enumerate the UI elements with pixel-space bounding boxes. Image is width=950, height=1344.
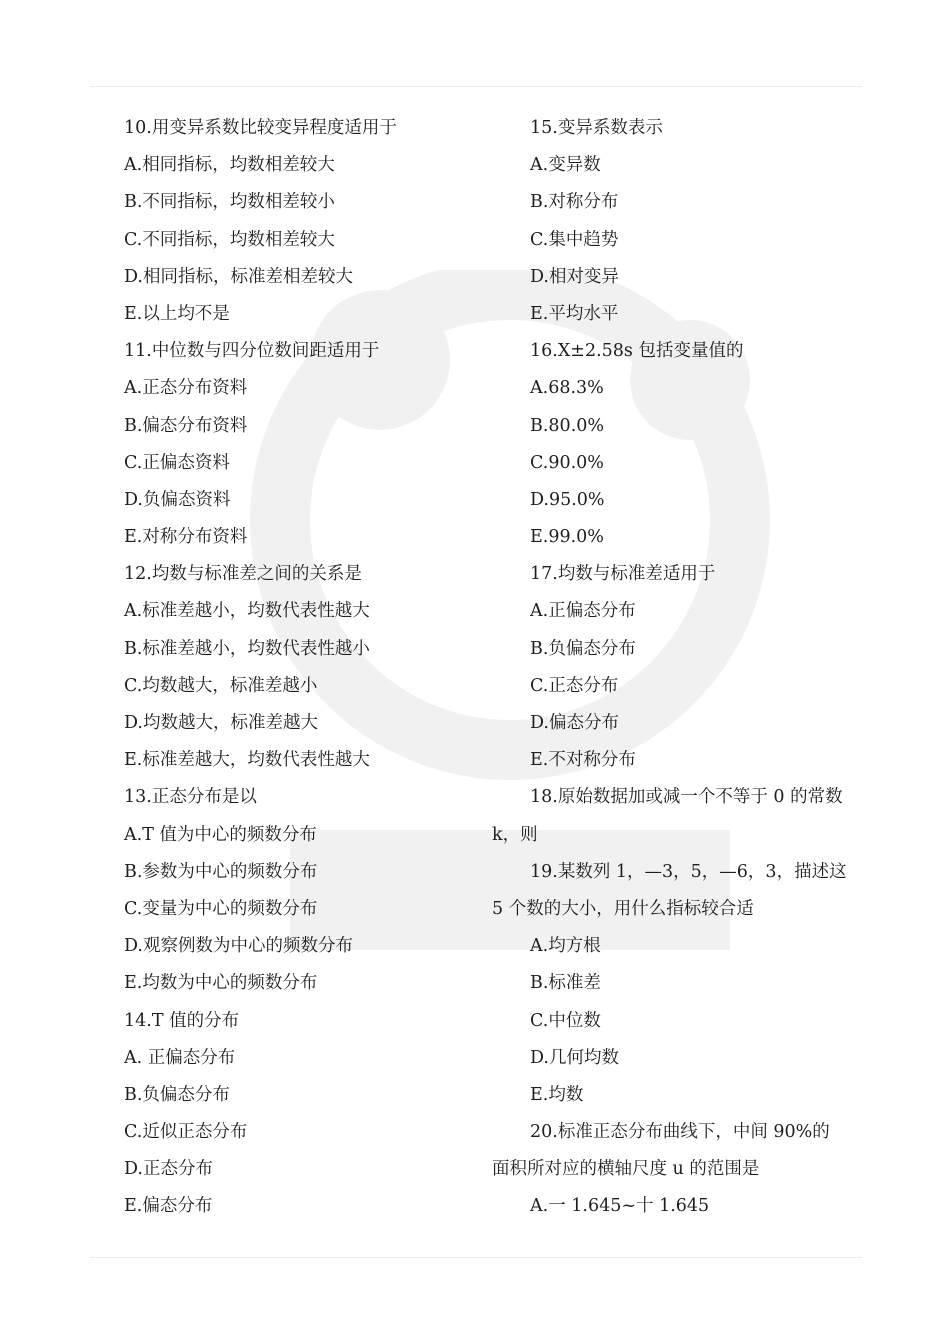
- left-column: [124, 110, 494, 1226]
- question-10-option-a: A.相同指标，均数相差较大: [124, 155, 335, 176]
- question-19-option-a: A.均方根: [530, 936, 601, 957]
- question-14-option-c: C.近似正态分布: [124, 1122, 248, 1143]
- right-column: [492, 110, 864, 1226]
- question-15-option-d: D.相对变异: [530, 266, 619, 287]
- question-11-option-e: E.对称分布资料: [124, 527, 248, 548]
- question-14-option-b: B.负偏态分布: [124, 1084, 230, 1105]
- question-12-option-c: C.均数越大，标准差越小: [124, 675, 318, 696]
- question-20-option-a: A.一 1.645~十 1.645: [530, 1196, 710, 1217]
- question-15-stem: 15.变异系数表示: [530, 118, 663, 138]
- question-20-stem-line-1: 20.标准正态分布曲线下，中间 90%的: [530, 1122, 830, 1143]
- question-19-option-e: E.均数: [530, 1084, 584, 1105]
- question-19-option-b: B.标准差: [530, 973, 601, 994]
- question-11-stem: 11.中位数与四分位数间距适用于: [124, 341, 380, 362]
- question-10-stem: 10.用变异系数比较变异程度适用于: [124, 118, 397, 138]
- question-10-option-b: B.不同指标，均数相差较小: [124, 192, 335, 213]
- question-11-option-d: D.负偏态资料: [124, 489, 231, 510]
- question-13-option-a: A.T 值为中心的频数分布: [124, 824, 317, 845]
- question-20-stem-line-2: 面积所对应的横轴尺度 u 的范围是: [492, 1159, 760, 1180]
- question-13-option-b: B.参数为中心的频数分布: [124, 861, 318, 882]
- question-15-option-e: E.平均水平: [530, 303, 619, 324]
- top-rule: [90, 86, 862, 87]
- question-16-option-a: A.68.3%: [530, 378, 604, 399]
- question-14-option-e: E.偏态分布: [124, 1196, 213, 1217]
- question-18-stem-line-1: 18.原始数据加或减一个不等于 0 的常数: [530, 787, 843, 808]
- question-14-option-a: A. 正偏态分布: [124, 1047, 236, 1068]
- question-11-option-c: C.正偏态资料: [124, 452, 230, 473]
- question-19-option-c: C.中位数: [530, 1010, 601, 1031]
- question-16-option-e: E.99.0%: [530, 527, 604, 548]
- question-16-option-d: D.95.0%: [530, 489, 605, 510]
- question-13-option-d: D.观察例数为中心的频数分布: [124, 936, 353, 957]
- question-17-option-d: D.偏态分布: [530, 713, 619, 733]
- question-15-option-c: C.集中趋势: [530, 229, 619, 250]
- question-12-option-b: B.标准差越小，均数代表性越小: [124, 638, 370, 659]
- question-10-option-d: D.相同指标，标准差相差较大: [124, 266, 353, 287]
- question-15-option-b: B.对称分布: [530, 192, 619, 213]
- question-12-stem: 12.均数与标准差之间的关系是: [124, 564, 362, 585]
- question-18-stem-line-2: k，则: [492, 824, 538, 845]
- question-12-option-a: A.标准差越小，均数代表性越大: [124, 601, 370, 622]
- question-10-option-c: C.不同指标，均数相差较大: [124, 229, 335, 250]
- bottom-rule: [90, 1257, 862, 1258]
- question-17-option-e: E.不对称分布: [530, 750, 636, 771]
- question-17-option-c: C.正态分布: [530, 675, 619, 696]
- question-12-option-d: D.均数越大，标准差越大: [124, 713, 318, 733]
- question-13-stem: 13.正态分布是以: [124, 787, 257, 808]
- question-12-option-e: E.标准差越大，均数代表性越大: [124, 750, 370, 771]
- question-11-option-a: A.正态分布资料: [124, 378, 248, 399]
- question-11-option-b: B.偏态分布资料: [124, 415, 248, 436]
- question-15-option-a: A.变异数: [530, 155, 601, 176]
- question-13-option-e: E.均数为中心的频数分布: [124, 973, 318, 994]
- question-17-option-b: B.负偏态分布: [530, 638, 636, 659]
- question-19-stem-line-1: 19.某数列 1，—3，5，—6，3，描述这: [530, 861, 847, 882]
- question-19-stem-line-2: 5 个数的大小，用什么指标较合适: [492, 898, 754, 919]
- question-14-stem: 14.T 值的分布: [124, 1010, 240, 1031]
- question-16-stem: 16.X±2.58s 包括变量值的: [530, 341, 744, 362]
- question-17-option-a: A.正偏态分布: [530, 601, 636, 622]
- question-14-option-d: D.正态分布: [124, 1159, 213, 1180]
- question-10-option-e: E.以上均不是: [124, 303, 230, 324]
- question-17-stem: 17.均数与标准差适用于: [530, 564, 716, 585]
- question-13-option-c: C.变量为中心的频数分布: [124, 898, 318, 919]
- question-19-option-d: D.几何均数: [530, 1047, 619, 1068]
- question-16-option-b: B.80.0%: [530, 415, 605, 436]
- question-16-option-c: C.90.0%: [530, 452, 604, 473]
